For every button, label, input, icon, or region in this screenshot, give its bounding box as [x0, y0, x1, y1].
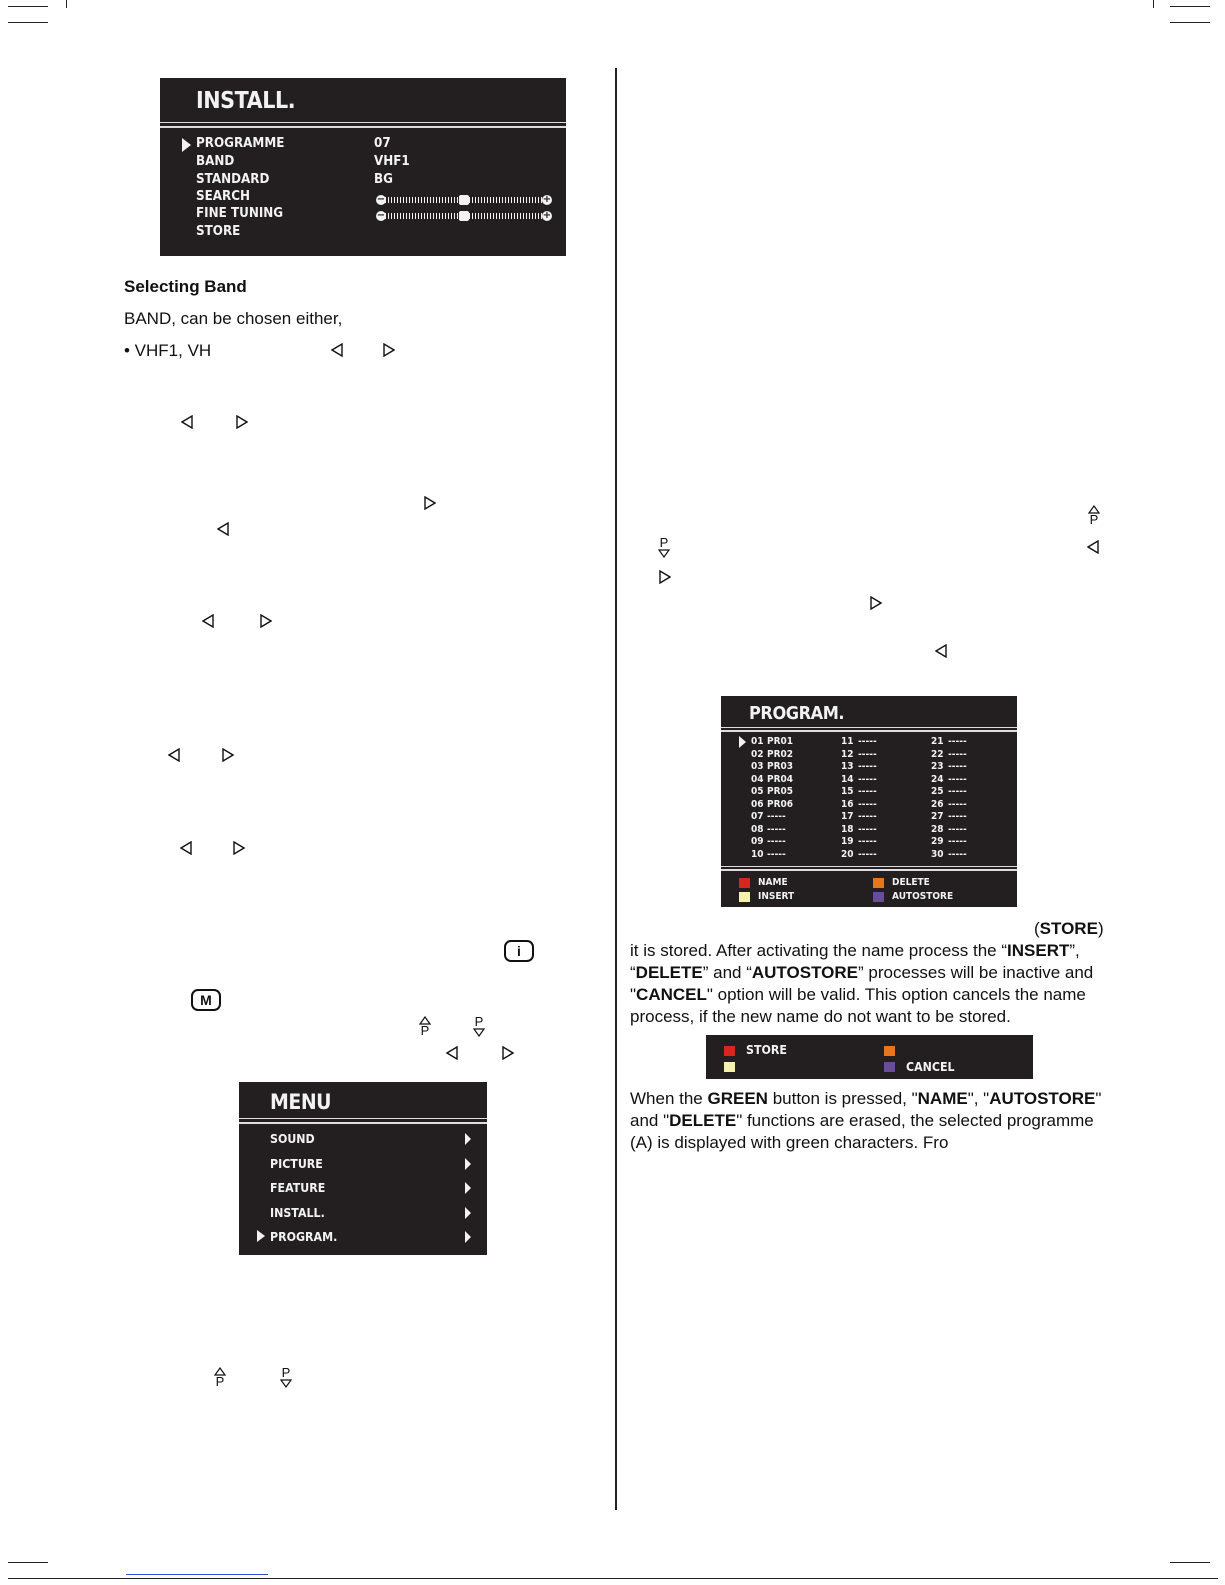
slider-knob[interactable]: [459, 211, 469, 221]
left-arrow-icon: [217, 522, 229, 536]
plus-icon: +: [542, 194, 552, 205]
p-letter: P: [215, 1374, 225, 1389]
submenu-arrow-icon: [465, 1182, 471, 1194]
search-slider[interactable]: [376, 195, 552, 205]
program-number-column: 11 12 13 14 15 16 17 18 19 20: [841, 736, 854, 860]
legend-delete: DELETE: [892, 877, 930, 888]
right-arrow-icon: [222, 748, 234, 762]
p-letter: P: [1089, 512, 1099, 527]
legend-autostore: AUTOSTORE: [892, 891, 954, 902]
submenu-arrow-icon: [465, 1231, 471, 1243]
legend-name: NAME: [758, 877, 788, 888]
red-key-icon: [739, 878, 750, 888]
left-arrow-icon: [1087, 540, 1099, 554]
osd-divider: [721, 727, 1017, 728]
right-arrow-icon: [260, 614, 272, 628]
section-heading: Selecting Band: [124, 277, 247, 296]
crop-mark: [8, 22, 48, 23]
orange-key-icon: [873, 878, 884, 888]
minus-icon: −: [376, 194, 386, 205]
crop-mark: [8, 6, 48, 7]
submenu-arrow-icon: [465, 1207, 471, 1219]
osd-divider: [721, 866, 1017, 867]
right-arrow-icon: [659, 570, 671, 584]
menu-item-label[interactable]: FEATURE: [270, 1181, 326, 1195]
right-arrow-icon: [502, 1046, 514, 1060]
crop-mark: [1153, 0, 1154, 8]
p-up-icon: [213, 1367, 227, 1388]
install-osd-title: INSTALL.: [196, 88, 296, 114]
purple-key-icon: [884, 1062, 895, 1072]
yellow-key-icon: [739, 892, 750, 902]
left-arrow-icon: [331, 343, 343, 357]
fine-tuning-slider[interactable]: [376, 211, 552, 221]
p-letter: P: [474, 1014, 484, 1029]
program-number-column: 01 02 03 04 05 06 07 08 09 10: [751, 736, 764, 860]
footer-link-underline: [126, 1574, 268, 1575]
left-arrow-icon: [168, 748, 180, 762]
p-down-icon: [657, 537, 671, 558]
selection-cursor-icon: [257, 1230, 265, 1242]
p-letter: P: [659, 535, 669, 550]
red-key-icon: [724, 1046, 735, 1056]
paragraph-line: "CANCEL" option will be valid. This option cancels the name: [630, 985, 1086, 1004]
menu-osd-title: MENU: [270, 1090, 332, 1114]
menu-button-icon: M: [191, 989, 221, 1011]
osd-divider: [721, 869, 1017, 871]
menu-item-label[interactable]: PROGRAM.: [270, 1230, 338, 1244]
column-divider: [615, 68, 617, 1510]
left-arrow-icon: [202, 614, 214, 628]
install-row-label[interactable]: STORE: [196, 224, 241, 239]
p-up-icon: [418, 1016, 432, 1037]
info-button-icon: i: [504, 940, 534, 962]
osd-divider: [721, 730, 1017, 732]
program-number-column: 21 22 23 24 25 26 27 28 29 30: [931, 736, 944, 860]
paragraph-line: and "DELETE" functions are erased, the selected programme: [630, 1111, 1094, 1130]
p-letter: P: [420, 1023, 430, 1038]
right-arrow-icon: [233, 841, 245, 855]
store-label[interactable]: STORE: [746, 1043, 787, 1057]
install-row-value: VHF1: [374, 154, 410, 169]
right-arrow-icon: [383, 343, 395, 357]
crop-mark: [1170, 22, 1210, 23]
left-arrow-icon: [180, 841, 192, 855]
right-arrow-icon: [236, 415, 248, 429]
plus-icon: +: [542, 210, 552, 221]
purple-key-icon: [873, 892, 884, 902]
p-up-icon: [1087, 505, 1101, 526]
minus-icon: −: [376, 210, 386, 221]
menu-item-label[interactable]: INSTALL.: [270, 1206, 325, 1220]
right-arrow-icon: [424, 496, 436, 510]
left-arrow-icon: [446, 1046, 458, 1060]
left-arrow-icon: [181, 415, 193, 429]
p-down-icon: [472, 1016, 486, 1037]
program-name-column[interactable]: ----- ----- ----- ----- ----- ----- ----- ----- ----- -----: [858, 736, 877, 860]
paragraph-line: process, if the new name do not want to be stored.: [630, 1007, 1011, 1026]
install-row-value: 07: [374, 136, 391, 151]
paragraph-line: (A) is displayed with green characters. Fro: [630, 1133, 949, 1152]
cancel-label[interactable]: CANCEL: [906, 1060, 955, 1074]
crop-mark: [1170, 1562, 1210, 1563]
body-text: BAND, can be chosen either,: [124, 309, 343, 328]
crop-mark: [8, 1578, 1218, 1579]
paragraph-line: it is stored. After activating the name process the “INSERT”,: [630, 941, 1080, 960]
selection-cursor-icon: [739, 736, 746, 748]
p-down-icon: [279, 1367, 293, 1388]
osd-divider: [239, 1118, 487, 1119]
selection-cursor-icon: [182, 138, 191, 152]
body-text: • VHF1, VH: [124, 341, 212, 360]
store-ref: (STORE): [1034, 919, 1104, 938]
install-osd-panel: [160, 78, 566, 256]
left-arrow-icon: [935, 644, 947, 658]
install-row-label[interactable]: SEARCH: [196, 189, 251, 204]
crop-mark: [1170, 6, 1210, 7]
crop-mark: [66, 0, 67, 8]
slider-knob[interactable]: [459, 195, 469, 205]
store-cancel-osd-panel: [706, 1035, 1033, 1079]
crop-mark: [8, 1562, 48, 1563]
program-osd-panel: [721, 696, 1017, 907]
yellow-key-icon: [724, 1062, 735, 1072]
install-row-label[interactable]: PROGRAMME: [196, 136, 285, 151]
submenu-arrow-icon: [465, 1158, 471, 1170]
install-row-label[interactable]: STANDARD: [196, 172, 270, 187]
install-row-value: BG: [374, 172, 393, 187]
install-row-label[interactable]: FINE TUNING: [196, 206, 284, 221]
install-row-label[interactable]: BAND: [196, 154, 235, 169]
orange-key-icon: [884, 1046, 895, 1056]
program-osd-title: PROGRAM.: [749, 703, 845, 724]
submenu-arrow-icon: [465, 1133, 471, 1145]
paragraph-line: When the GREEN button is pressed, "NAME", "AUTOSTORE": [630, 1089, 1102, 1108]
p-letter: P: [281, 1365, 291, 1380]
program-name-column[interactable]: ----- ----- ----- ----- ----- ----- ----- ----- ----- -----: [948, 736, 967, 860]
osd-divider: [160, 126, 566, 128]
paragraph-line: “DELETE” and “AUTOSTORE” processes will be inactive and: [630, 963, 1094, 982]
osd-divider: [239, 1122, 487, 1124]
program-name-column[interactable]: PR01 PR02 PR03 PR04 PR05 PR06 ----- ----- ----- -----: [767, 736, 794, 860]
menu-item-label[interactable]: SOUND: [270, 1132, 315, 1146]
menu-item-label[interactable]: PICTURE: [270, 1157, 323, 1171]
right-arrow-icon: [870, 596, 882, 610]
menu-osd-panel: [239, 1082, 487, 1255]
osd-divider: [160, 122, 566, 123]
legend-insert: INSERT: [758, 891, 795, 902]
